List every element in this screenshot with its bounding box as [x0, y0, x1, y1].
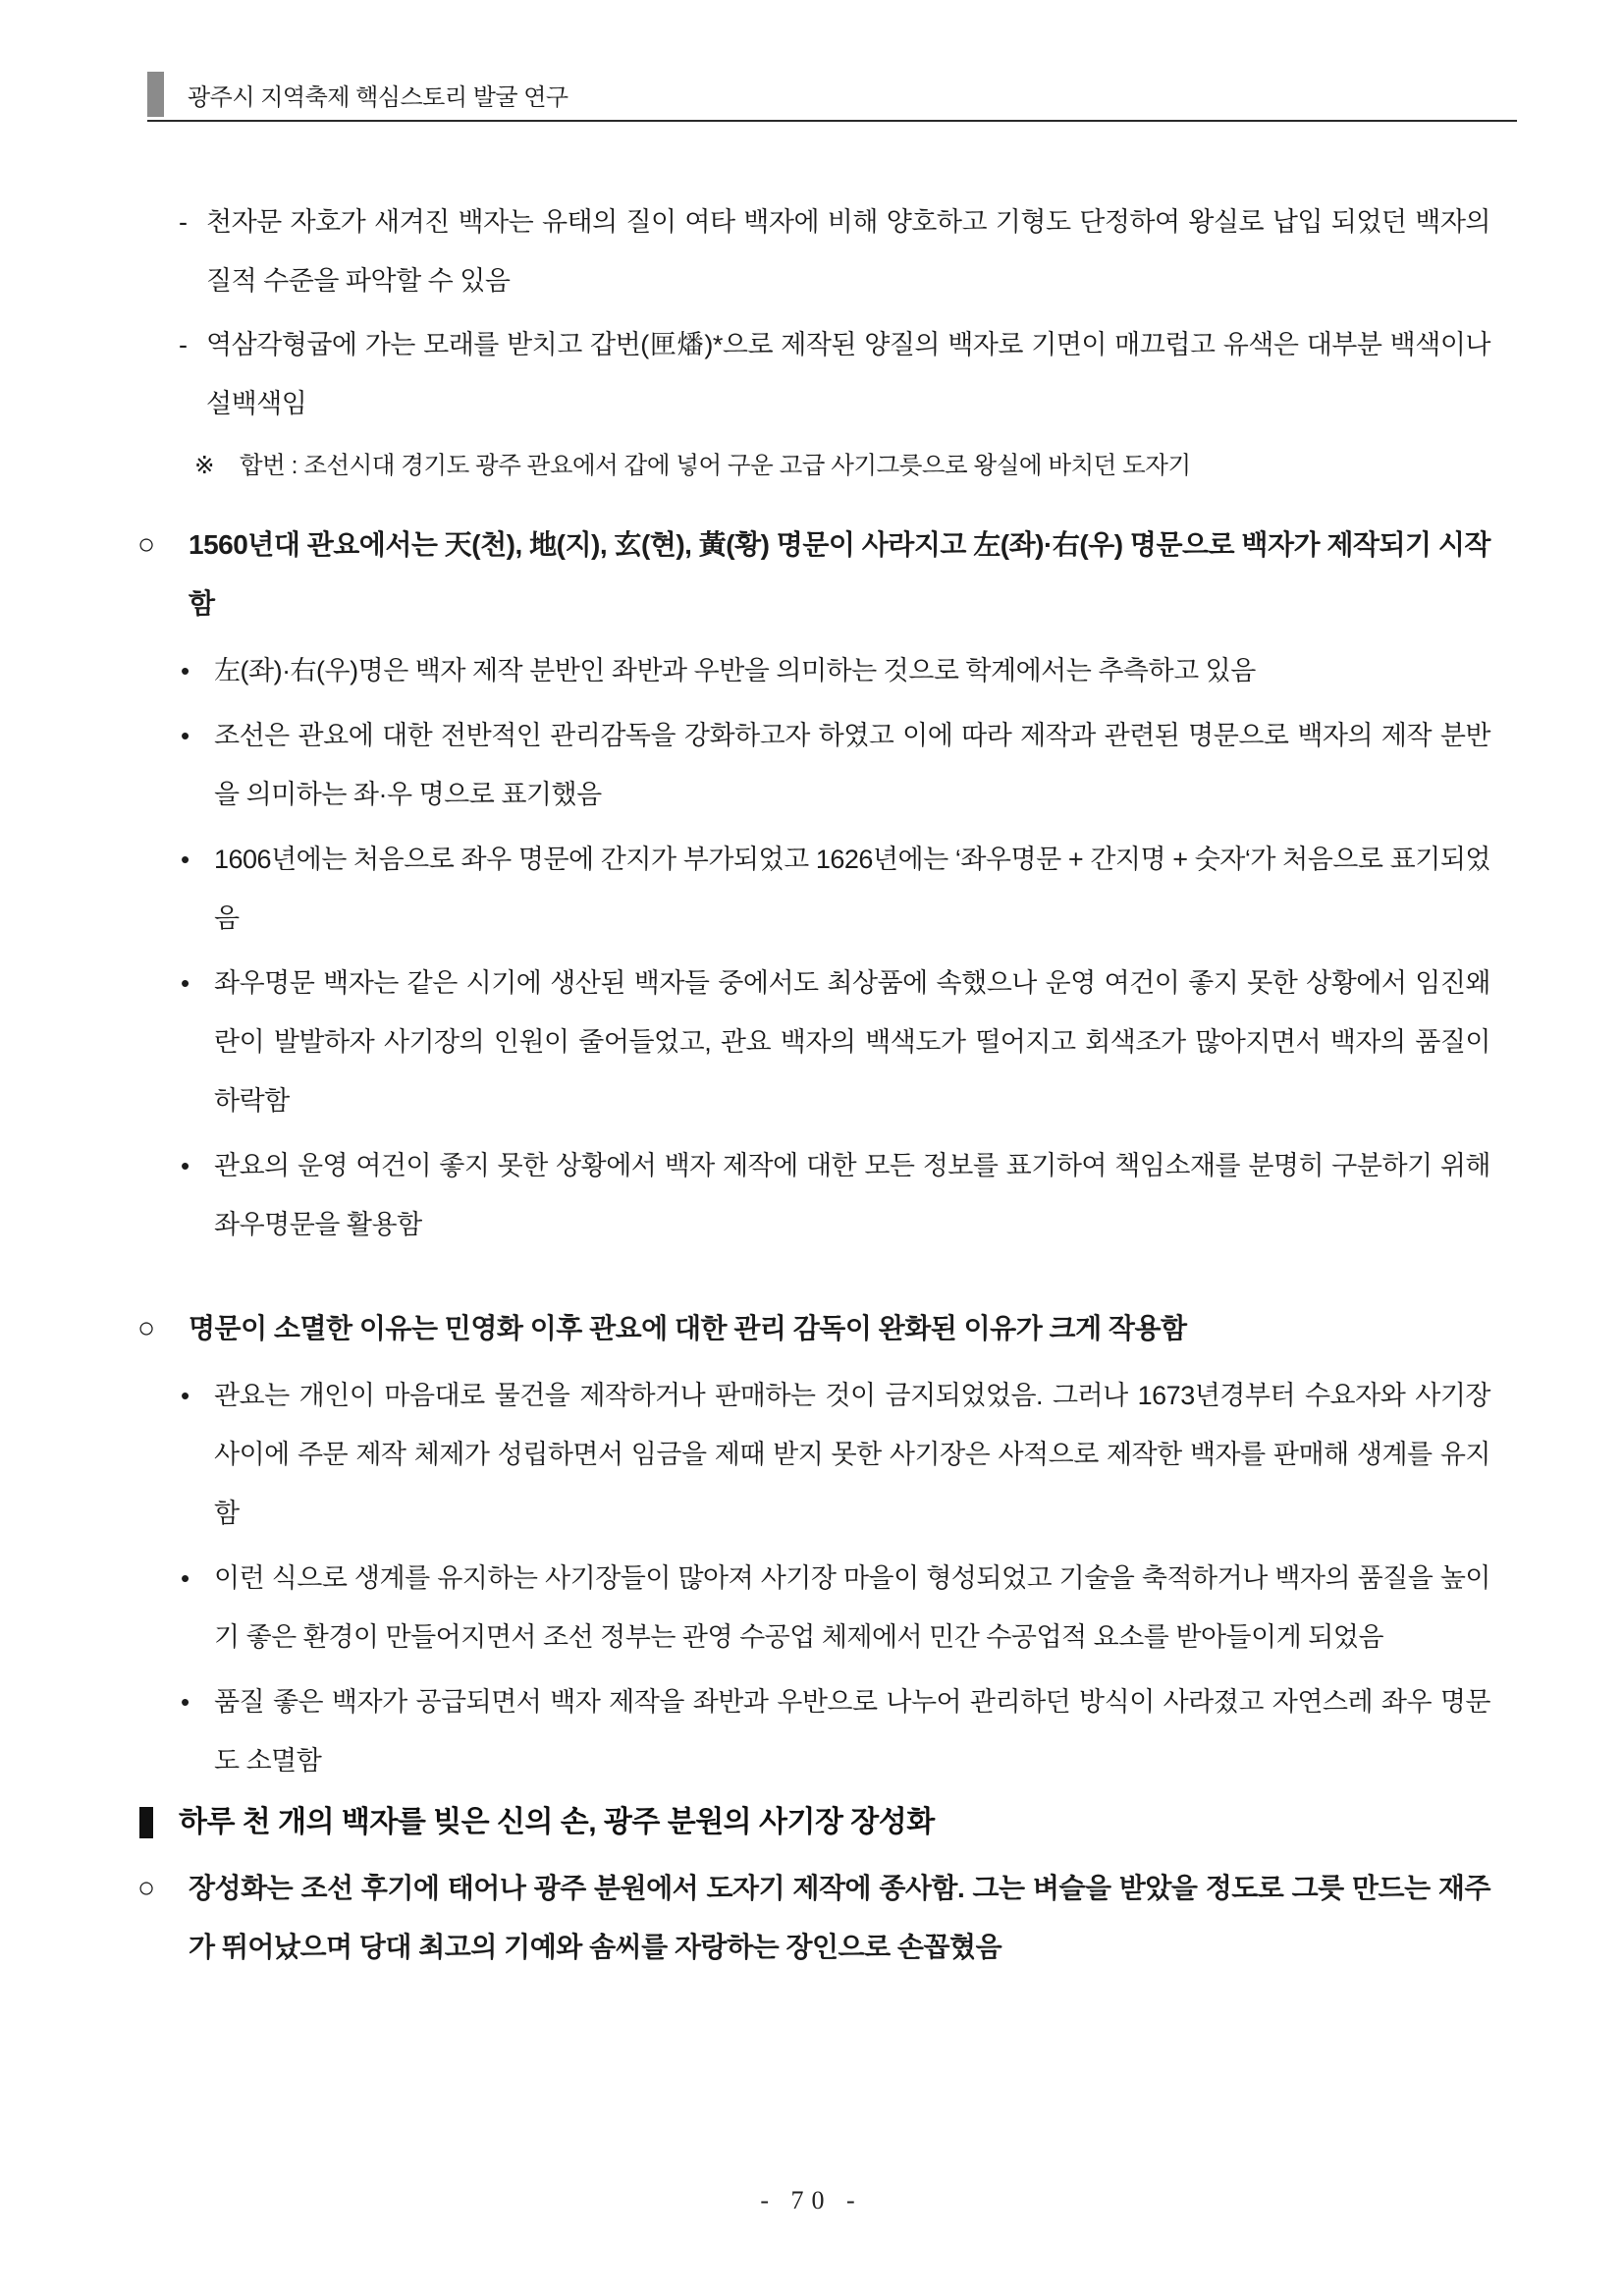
page-header [147, 71, 1517, 118]
bullet-text: 조선은 관요에 대한 전반적인 관리감독을 강화하고자 하였고 이에 따라 제작과 관련된 명문으로 백자의 제작 분반을 의미하는 좌·우 명으로 표기했음 [214, 721, 1490, 809]
dash-marker: - [179, 330, 188, 359]
bullet-marker-icon: • [181, 845, 189, 874]
reference-mark-icon: ※ [194, 453, 215, 479]
running-header-title: 광주시 지역축제 핵심스토리 발굴 연구 [188, 83, 568, 111]
bullet-text: 관요는 개인이 마음대로 물건을 제작하거나 판매하는 것이 금지되었었음. 그러나 1673년경부터 수요자와 사기장 사이에 주문 제작 체제가 성립하면서 임금을 제때 받지 못한 사기장은 사적으로 제작한 백자를 판매해 생계를 유지함 [214, 1381, 1490, 1528]
bullet-item [137, 830, 1490, 948]
circle-marker-icon: ○ [137, 1872, 155, 1904]
dash-marker: - [179, 207, 188, 237]
bullet-marker-icon: • [181, 968, 189, 998]
bullet-item [137, 1366, 1490, 1543]
gray-bar-icon [147, 72, 164, 117]
page-footer [0, 2186, 1623, 2215]
circle-paragraph [137, 1859, 1490, 1977]
section-heading [137, 1792, 1490, 1853]
bullet-marker-icon: • [181, 1381, 189, 1410]
bullet-text: 1606년에는 처음으로 좌우 명문에 간지가 부가되었고 1626년에는 ‘좌우명문 + 간지명 + 숫자‘가 처음으로 표기되었음 [214, 845, 1490, 933]
bullet-marker-icon: • [181, 1687, 189, 1717]
bullet-item [137, 1672, 1490, 1790]
circle-marker-icon: ○ [137, 528, 155, 561]
heading-text: 1560년대 관요에서는 天(천), 地(지), 玄(현), 黃(황) 명문이 사라지고 左(좌)·右(우) 명문으로 백자가 제작되기 시작함 [189, 529, 1490, 619]
footnote-item [137, 439, 1490, 494]
dash-item-1 [137, 192, 1490, 310]
paragraph-text: 천자문 자호가 새겨진 백자는 유태의 질이 여타 백자에 비해 양호하고 기형도 단정하여 왕실로 납입 되었던 백자의 질적 수준을 파악할 수 있음 [206, 207, 1490, 296]
bullet-marker-icon: • [181, 721, 189, 750]
black-bar-icon [139, 1807, 153, 1838]
bullet-item [137, 954, 1490, 1130]
section-heading-text: 하루 천 개의 백자를 빚은 신의 손, 광주 분원의 사기장 장성화 [179, 1806, 935, 1838]
bullet-list-2 [137, 1366, 1490, 1790]
bullet-list-1 [137, 641, 1490, 1254]
heading-text: 명문이 소멸한 이유는 민영화 이후 관요에 대한 관리 감독이 완화된 이유가 크게 작용함 [189, 1313, 1187, 1343]
bullet-text: 이런 식으로 생계를 유지하는 사기장들이 많아져 사기장 마을이 형성되었고 기술을 축적하거나 백자의 품질을 높이기 좋은 환경이 만들어지면서 조선 정부는 관영 수공업 체제에서 민간 수공업적 요소를 받아들이게 되었음 [214, 1563, 1490, 1652]
bullet-marker-icon: • [181, 1151, 189, 1180]
bullet-text: 관요의 운영 여건이 좋지 못한 상황에서 백자 제작에 대한 모든 정보를 표기하여 책임소재를 분명히 구분하기 위해 좌우명문을 활용함 [214, 1151, 1490, 1239]
bullet-item [137, 706, 1490, 824]
bullet-text: 左(좌)·右(우)명은 백자 제작 분반인 좌반과 우반을 의미하는 것으로 학계에서는 추측하고 있음 [214, 656, 1256, 685]
bullet-marker-icon: • [181, 656, 189, 685]
circle-heading-2 [137, 1299, 1490, 1358]
header-divider [147, 120, 1517, 122]
bullet-item [137, 641, 1490, 700]
footnote-text: 합번 : 조선시대 경기도 광주 관요에서 갑에 넣어 구운 고급 사기그릇으로 왕실에 바치던 도자기 [240, 453, 1191, 479]
paragraph-text: 역삼각형굽에 가는 모래를 받치고 갑번(匣燔)*으로 제작된 양질의 백자로 기면이 매끄럽고 유색은 대부분 백색이나 설백색임 [206, 330, 1490, 418]
bullet-text: 품질 좋은 백자가 공급되면서 백자 제작을 좌반과 우반으로 나누어 관리하던 방식이 사라졌고 자연스레 좌우 명문도 소멸함 [214, 1687, 1490, 1776]
bullet-marker-icon: • [181, 1563, 189, 1593]
bullet-text: 좌우명문 백자는 같은 시기에 생산된 백자들 중에서도 최상품에 속했으나 운영 여건이 좋지 못한 상황에서 임진왜란이 발발하자 사기장의 인원이 줄어들었고, 관요 백자의 백색도가 떨어지고 회색조가 많아지면서 백자의 품질이 하락함 [214, 968, 1490, 1116]
paragraph-text: 장성화는 조선 후기에 태어나 광주 분원에서 도자기 제작에 종사함. 그는 벼슬을 받았을 정도로 그릇 만드는 재주가 뛰어났으며 당대 최고의 기예와 솜씨를 자랑하는 장인으로 손꼽혔음 [189, 1873, 1490, 1962]
circle-heading-1 [137, 516, 1490, 633]
circle-marker-icon: ○ [137, 1312, 155, 1344]
document-body [137, 192, 1490, 1977]
bullet-item [137, 1136, 1490, 1254]
dash-item-2 [137, 315, 1490, 433]
page-number: - 70 - [760, 2186, 863, 2214]
bullet-item [137, 1549, 1490, 1667]
